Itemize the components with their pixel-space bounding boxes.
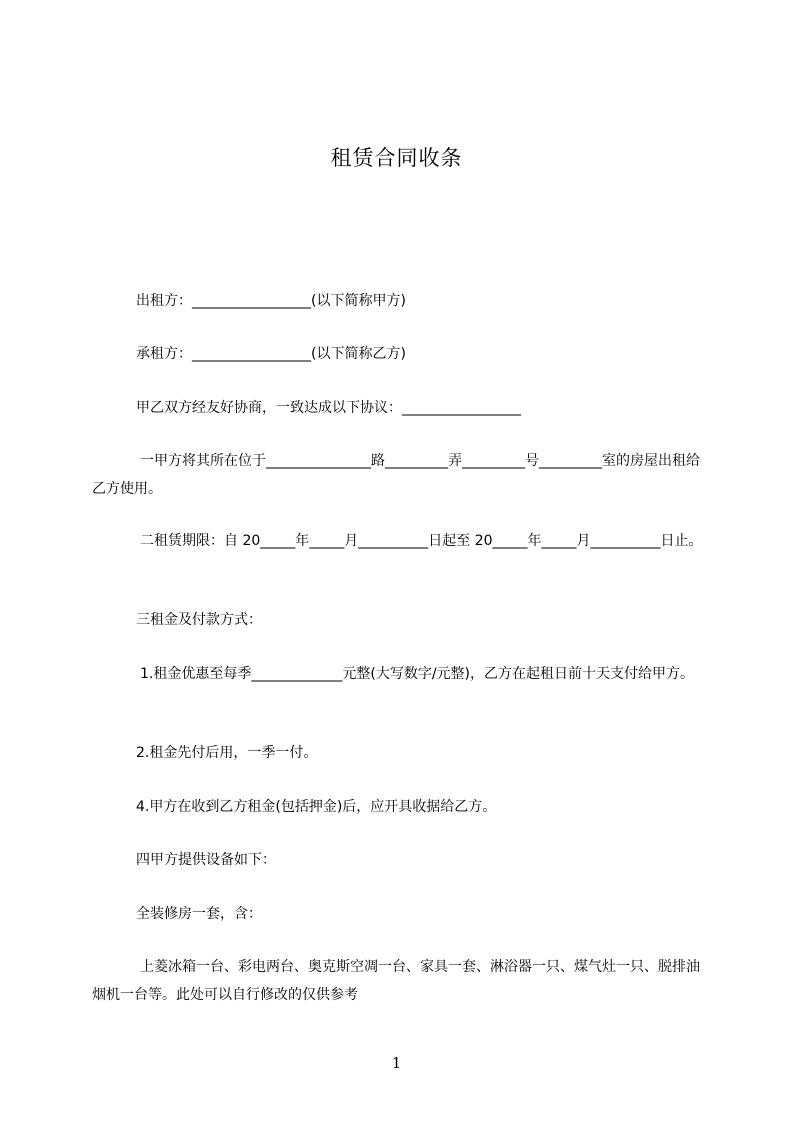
document-title: 租赁合同收条 [330,146,463,170]
equipment-list: 上菱冰箱一台、彩电两台、奥克斯空凋一台、家具一套、淋浴器一只、煤气灶一只、脱排油烟机一台等。此处可以自行修改的仅供参考 [92,959,700,1003]
agreement-intro: 甲乙双方经友好协商，一致达成以下协议：_________________ [136,400,521,416]
lessee-line: 承租方：_________________(以下简称乙方) [136,346,406,362]
clause-2-term: 二租赁期限：自 20_____年_____月__________日起至 20_____年_____月__________日止。 [140,533,703,549]
clause-3-heading: 三租金及付款方式： [136,612,262,628]
lessor-line: 出租方：_________________(以下简称甲方) [136,293,406,309]
clause-1-premises: 一甲方将其所在位于_______________路_________弄_________号_________室的房屋出租给乙方使用。 [92,453,700,497]
equipment-intro: 全装修房一套，含： [136,906,262,922]
clause-3-item-4: 4.甲方在收到乙方租金(包括押金)后，应开具收据给乙方。 [136,799,497,815]
clause-4-heading: 四甲方提供设备如下： [136,852,276,868]
page-number: 1 [391,1054,402,1072]
clause-3-item-1: 1.租金优惠至每季_____________元整(大写数字/元整)，乙方在起租日前十天支付给甲方。 [140,666,694,682]
clause-3-item-2: 2.租金先付后用，一季一付。 [136,745,318,761]
